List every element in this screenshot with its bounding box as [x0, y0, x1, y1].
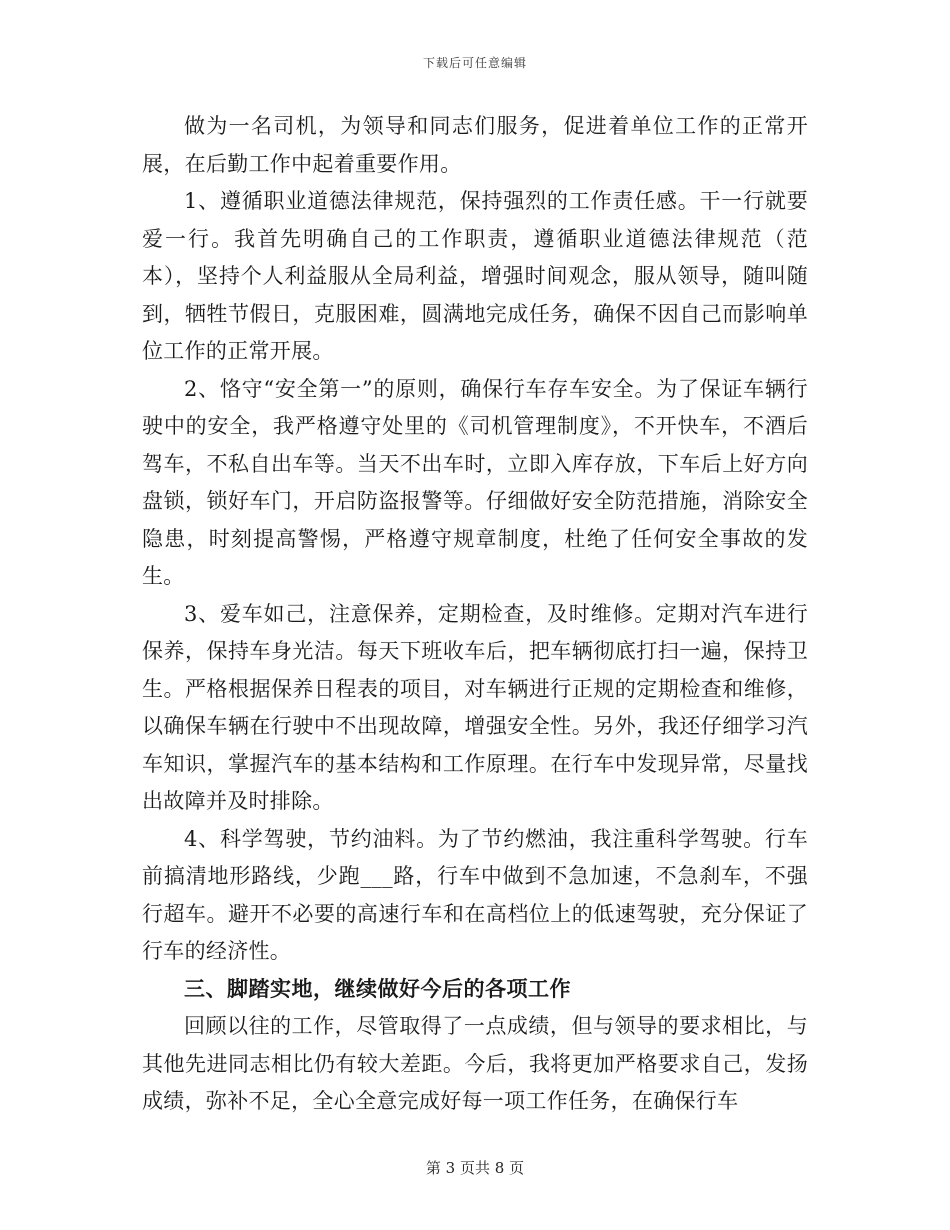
paragraph-item-4: 4、科学驾驶，节约油料。为了节约燃油，我注重科学驾驶。行车前搞清地形路线，少跑___路，行车中做到不急加速，不急刹车，不强行超车。避开不必要的高速行车和在高档位上的低速驾驶，充分保证了行车的经济性。 [142, 826, 808, 963]
paragraph-closing: 回顾以往的工作，尽管取得了一点成绩，但与领导的要求相比，与其他先进同志相比仍有较大差距。今后，我将更加严格要求自己，发扬成绩，弥补不足，全心全意完成好每一项工作任务，在确保行车 [142, 1014, 808, 1113]
page-footer: 第 3 页共 8 页 [425, 1159, 525, 1177]
page-header: 下载后可任意编辑 [422, 56, 527, 70]
paragraph-item-1: 1、遵循职业道德法律规范，保持强烈的工作责任感。干一行就要爱一行。我首先明确自己的工作职责，遵循职业道德法律规范（范本），坚持个人利益服从全局利益，增强时间观念，服从领导，随叫随到，牺牲节假日，克服困难，圆满地完成任务，确保不因自己而影响单位工作的正常开展。 [142, 189, 808, 363]
paragraph-item-2: 2、恪守“安全第一”的原则，确保行车存车安全。为了保证车辆行驶中的安全，我严格遵守处里的《司机管理制度》，不开快车，不酒后驾车，不私自出车等。当天不出车时，立即入库存放，下车后上好方向盘锁，锁好车门，开启防盗报警等。仔细做好安全防范措施，消除安全隐患，时刻提高警惕，严格遵守规章制度，杜绝了任何安全事故的发生。 [142, 376, 808, 588]
paragraph-intro: 做为一名司机，为领导和同志们服务，促进着单位工作的正常开展，在后勤工作中起着重要作用。 [142, 114, 808, 176]
section-heading: 三、脚踏实地，继续做好今后的各项工作 [184, 976, 571, 1001]
paragraph-item-3: 3、爱车如己，注意保养，定期检查，及时维修。定期对汽车进行保养，保持车身光洁。每天下班收车后，把车辆彻底打扫一遍，保持卫生。严格根据保养日程表的项目，对车辆进行正规的定期检查和维修，以确保车辆在行驶中不出现故障，增强安全性。另外，我还仔细学习汽车知识，掌握汽车的基本结构和工作原理。在行车中发现异常，尽量找出故障并及时排除。 [142, 601, 808, 813]
document-body [142, 108, 808, 1121]
